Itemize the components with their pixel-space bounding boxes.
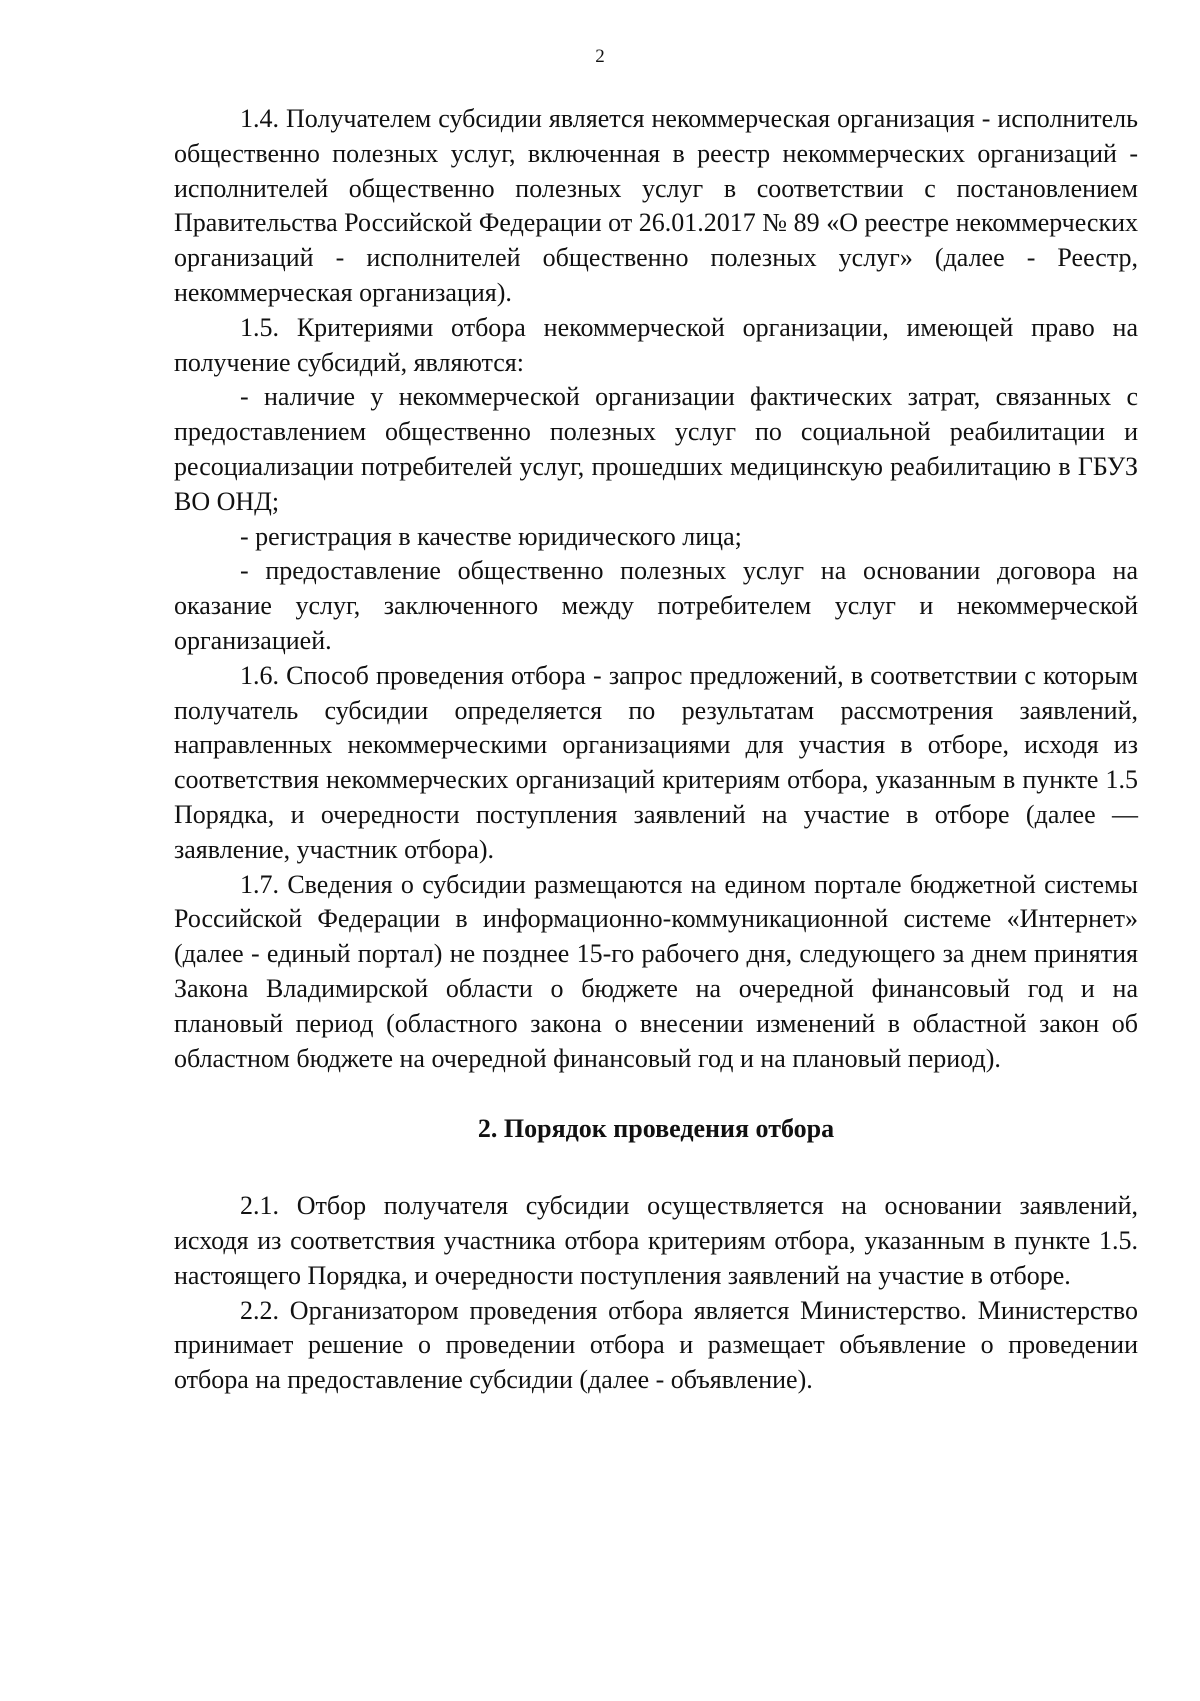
- criteria-item-costs: - наличие у некоммерческой организации фактических затрат, связанных с предоставлением общественно полезных услуг по социальной реабилитации и ресоциализации потребителей услуг, прошедших медицинскую реабилитацию в ГБУЗ ВО ОНД;: [174, 382, 1138, 516]
- paragraph-1-7: 1.7. Сведения о субсидии размещаются на едином портале бюджетной системы Российской Федерации в информационно-коммуникационной системе «Интернет» (далее - единый портал) не позднее 15-го рабочего дня, следующего за днем принятия Закона Владимирской области о бюджете на очередной финансовый год и на плановый период (областного закона о внесении изменений в областной закон об областном бюджете на очередной финансовый год и на плановый период).: [174, 869, 1138, 1073]
- page-number: 2: [595, 46, 605, 67]
- paragraph-2-1: 2.1. Отбор получателя субсидии осуществляется на основании заявлений, исходя из соответствия участника отбора критериям отбора, указанным в пункте 1.5. настоящего Порядка, и очередности поступления заявлений на участие в отборе.: [174, 1191, 1138, 1290]
- paragraph-1-5: 1.5. Критериями отбора некоммерческой организации, имеющей право на получение субсидий, являются:: [174, 312, 1138, 377]
- section-2-heading: 2. Порядок проведения отбора: [477, 1114, 835, 1144]
- paragraph-2-2: 2.2. Организатором проведения отбора является Министерство. Министерство принимает решение о проведении отбора и размещает объявление о проведении отбора на предоставление субсидии (далее - объявление).: [174, 1295, 1138, 1395]
- criteria-item-registration: - регистрация в качестве юридического лица;: [240, 521, 742, 551]
- criteria-item-contract: - предоставление общественно полезных услуг на основании договора на оказание услуг, заключенного между потребителем услуг и некоммерческой организацией.: [174, 556, 1138, 655]
- document-body: [174, 102, 1138, 1398]
- paragraph-1-6: 1.6. Способ проведения отбора - запрос предложений, в соответствии с которым получатель субсидии определяется по результатам рассмотрения заявлений, направленных некоммерческими организациями для участия в отборе, исходя из соответствия некоммерческих организаций критериям отбора, указанным в пункте 1.5 Порядка, и очередности поступления заявлений на участие в отборе (далее — заявление, участник отбора).: [174, 660, 1138, 864]
- paragraph-1-4: 1.4. Получателем субсидии является некоммерческая организация - исполнитель общественно полезных услуг, включенная в реестр некоммерческих организаций - исполнителей общественно полезных услуг в соответствии с постановлением Правительства Российской Федерации от 26.01.2017 № 89 «О реестре некоммерческих организаций - исполнителей общественно полезных услуг» (далее - Реестр, некоммерческая организация).: [174, 104, 1138, 307]
